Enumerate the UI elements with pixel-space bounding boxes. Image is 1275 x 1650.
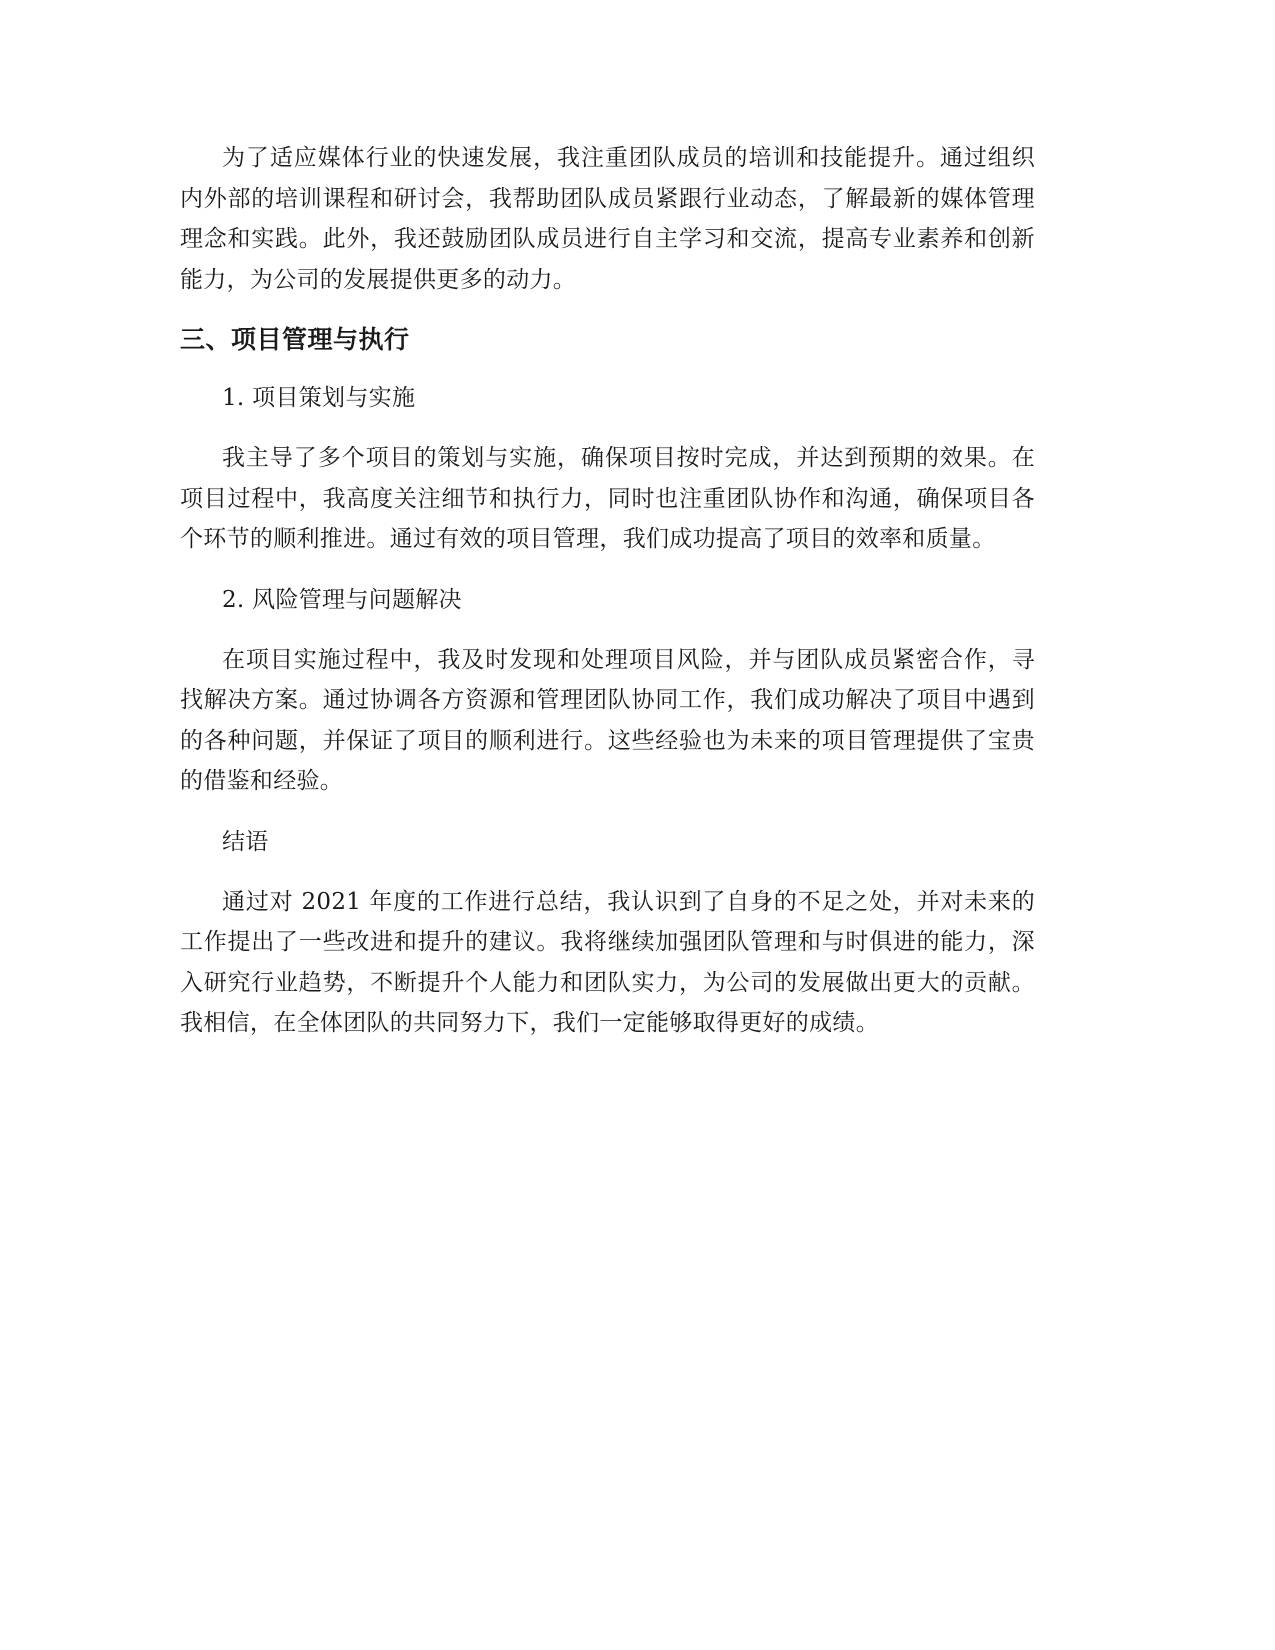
subsection-title-2: 2. 风险管理与问题解决 [222, 586, 462, 613]
document-page [180, 138, 1035, 1064]
conclusion-title: 结语 [222, 828, 269, 855]
section-heading: 三、项目管理与执行 [180, 325, 410, 354]
intro-paragraph: 为了适应媒体行业的快速发展，我注重团队成员的培训和技能提升。通过组织内外部的培训课程和研讨会，我帮助团队成员紧跟行业动态，了解最新的媒体管理理念和实践。此外，我还鼓励团队成员进行自主学习和交流，提高专业素养和创新能力，为公司的发展提供更多的动力。 [180, 145, 1035, 293]
conclusion-body: 通过对 2021 年度的工作进行总结，我认识到了自身的不足之处，并对未来的工作提出了一些改进和提升的建议。我将继续加强团队管理和与时俱进的能力，深入研究行业趋势，不断提升个人能力和团队实力，为公司的发展做出更大的贡献。我相信，在全体团队的共同努力下，我们一定能够取得更好的成绩。 [180, 888, 1035, 1036]
subsection-body-1: 我主导了多个项目的策划与实施，确保项目按时完成，并达到预期的效果。在项目过程中，我高度关注细节和执行力，同时也注重团队协作和沟通，确保项目各个环节的顺利推进。通过有效的项目管理，我们成功提高了项目的效率和质量。 [180, 445, 1035, 552]
subsection-title-1: 1. 项目策划与实施 [222, 385, 416, 411]
subsection-body-2: 在项目实施过程中，我及时发现和处理项目风险，并与团队成员紧密合作，寻找解决方案。通过协调各方资源和管理团队协同工作，我们成功解决了项目中遇到的各种问题，并保证了项目的顺利进行。这些经验也为未来的项目管理提供了宝贵的借鉴和经验。 [180, 646, 1035, 794]
